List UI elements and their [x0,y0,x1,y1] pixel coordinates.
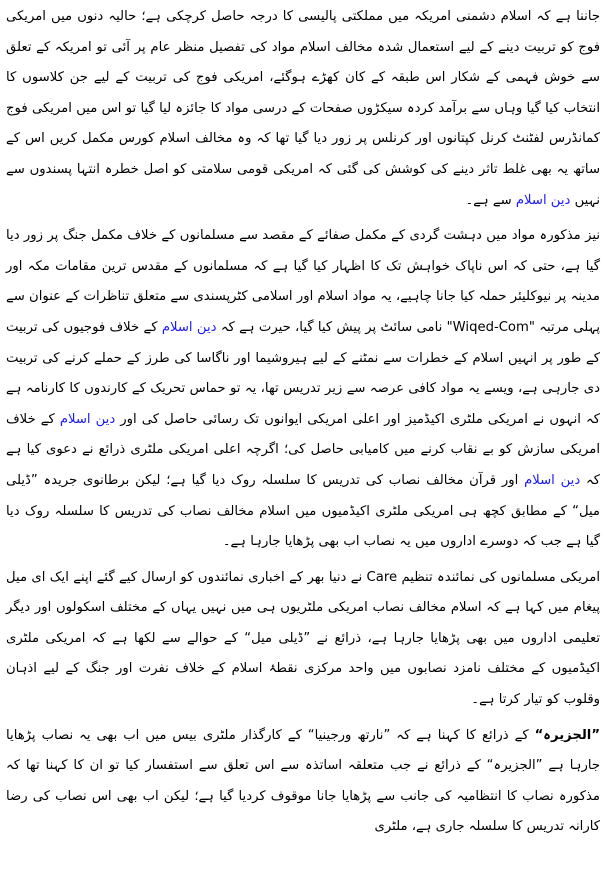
paragraph-3 [6,563,600,716]
din-islam-link[interactable]: دین اسلام [59,411,116,427]
din-islam-link[interactable]: دین اسلام [524,472,581,488]
p3-text: امریکی مسلمانوں کی نمائندہ تنظیم Care نے دنیا بھر کے اخباری نمائندوں کو ارسال کیے گئے اپنے ایک ای میل پیغام میں کہا ہے کہ اسلام مخالف نصاب امریکی ملٹریوں ہی میں نہیں یہاں کے مختلف اسکولوں اور دیگر تعلیمی اداروں میں بھی پڑھایا جارہا ہے، ذرائع نے ”ڈیلی میل“ کے حوالے سے لکھا ہے کہ امریکی ملٹری اکیڈمیوں کے مختلف نامزد نصابوں میں واحد مرکزی نقطۂ اسلام کے خلاف نفرت اور جنگ کے لیے اذہان وقلوب کو تیار کرتا ہے۔ [6,569,600,708]
paragraph-1 [6,2,600,216]
p2-text-d: اور قرآن مخالف نصاب کی تدریس کا سلسلہ روک دیا گیا ہے؛ لیکن برطانوی جریدہ ”ڈیلی میل“ کے مطابق کچھ ہی امریکی ملٹری اکیڈمیوں میں اسلام مخالف نصاب کی تدریس کا سلسلہ روک دیا گیا ہے جب کہ دوسرے اداروں میں یہ نصاب اب بھی پڑھایا جارہا ہے۔ [6,472,600,550]
din-islam-link[interactable]: دین اسلام [515,192,571,208]
p4-text: کے ذرائع کا کہنا ہے کہ ”نارتھ ورجینیا“ کے کارگذار ملٹری بیس میں اب بھی یہ نصاب پڑھایا جارہا ہے ”الجزیرہ“ کے ذرائع نے جب متعلقہ اساتذہ سے اس تعلق سے استفسار کیا تو ان کا کہنا تھا کہ مذکورہ نصاب کا انتظامیہ کی جانب سے پڑھایا جانا موقوف کردیا گیا ہے؛ لیکن اب بھی اس نصاب کی رضا کارانہ تدریس کا سلسلہ جاری ہے، ملٹری [6,727,600,835]
paragraph-2 [6,221,600,558]
paragraph-4 [6,721,600,843]
din-islam-link[interactable]: دین اسلام [161,319,217,335]
al-jazeera-label: ”الجزیرہ“ [534,727,600,743]
p2-text-b: کے خلاف فوجیوں کی تربیت کے طور پر انہیں اسلام کے خطرات سے نمٹنے کے لیے ہیروشیما اور ناگاسا کی طرز کے حملے کرنے کی تربیت دی جارہی ہے، ویسے یہ مواد کافی عرصہ سے زیر تدریس تھا، یہ تو حماس تحریک کے کارندوں کا کارنامہ ہے کہ انہوں نے امریکی ملٹری اکیڈمیز اور اعلی امریکی ایوانوں تک رسائی حاصل کی اور [6,319,600,427]
p2-text-a: نیز مذکورہ مواد میں دہشت گردی کے مکمل صفائے کے مقصد سے مسلمانوں کے خلاف مکمل جنگ پر زور دیا گیا ہے، حتی کہ اس ناپاک خواہش تک کا اظہار کیا گیا ہے کہ مسلمانوں کے مقدس ترین مقامات مکہ اور مدینہ پر نیوکلیئر حملہ کیا جانا چاہیے، یہ مواد اسلام اور اسلامی کٹرپسندی سے متعلق تناظرات کے عنوان سے پہلی مرتبہ "Wiqed-Com" نامی سائٹ پر پیش کیا گیا، حیرت ہے کہ [6,228,600,335]
p1-text-a: جاننا ہے کہ اسلام دشمنی امریکہ میں مملکتی پالیسی کا درجہ حاصل کرچکی ہے؛ حالیہ دنوں میں امریکی فوج کو تربیت دینے کے لیے استعمال شدہ مخالف اسلام مواد کی تفصیل منظر عام پر آئی تو امریکہ کے تعلق سے خوش فہمی کے شکار اس طبقہ کے کان کھڑے ہوگئے، امریکی فوج کی تربیت کے لیے جن کلاسوں کا انتخاب کیا گیا وہاں سے برآمد کردہ سیکڑوں صفحات کے درسی مواد کا جائزہ لیا گیا تو اس میں امریکی فوج کمانڈرس لفٹنٹ کرنل کپتانوں اور کرنلس پر زور دیا گیا تھا کہ وہ مخالف اسلام کورس مکمل کریں اس کے ساتھ یہ بھی غلط تاثر دینے کی کوشش کی گئی کہ امریکی قومی سلامتی کو اصل خطرہ انتہا پسندوں سے نہیں [6,9,600,208]
p2-text-c: کے خلاف امریکی سازش کو بے نقاب کرنے میں کامیابی حاصل کی؛ اگرچہ اعلی امریکی ملٹری ذرائع نے دعوی کیا ہے کہ [6,411,600,488]
p1-text-b: سے ہے۔ [465,192,516,208]
